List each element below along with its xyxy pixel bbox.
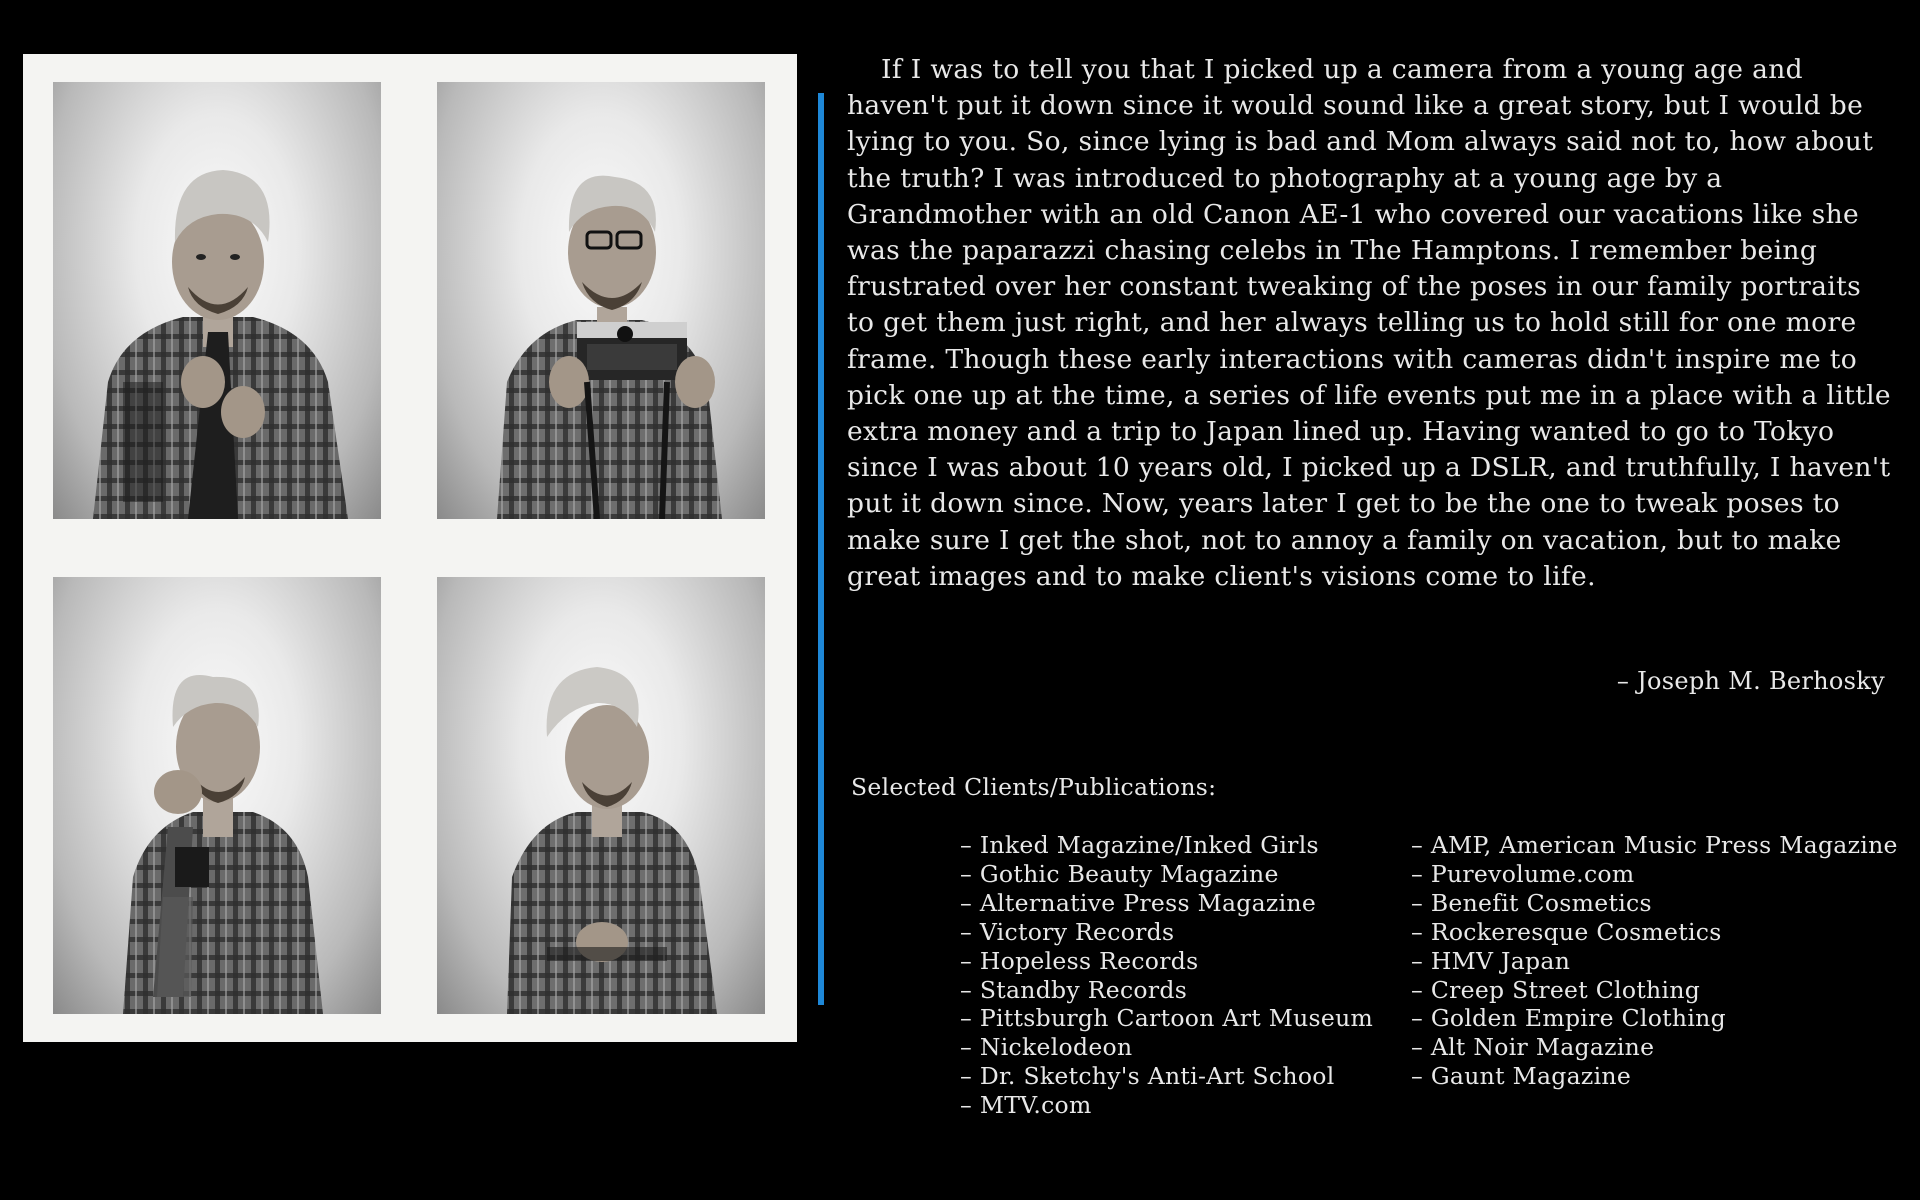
list-item: – Pittsburgh Cartoon Art Museum	[960, 1004, 1373, 1033]
list-item: – Purevolume.com	[1411, 860, 1898, 889]
list-item: – Alt Noir Magazine	[1411, 1033, 1898, 1062]
list-item: – Dr. Sketchy's Anti-Art School	[960, 1062, 1373, 1091]
list-item: – MTV.com	[960, 1091, 1373, 1120]
list-item: – Gothic Beauty Magazine	[960, 860, 1373, 889]
list-item: – HMV Japan	[1411, 947, 1898, 976]
list-item: – Inked Magazine/Inked Girls	[960, 831, 1373, 860]
list-item: – Benefit Cosmetics	[1411, 889, 1898, 918]
list-item: – Hopeless Records	[960, 947, 1373, 976]
vertical-accent-divider	[818, 93, 824, 1005]
list-item: – Victory Records	[960, 918, 1373, 947]
list-item: – Alternative Press Magazine	[960, 889, 1373, 918]
photo-portrait-hand-on-chin[interactable]	[53, 577, 381, 1014]
list-item: – Golden Empire Clothing	[1411, 1004, 1898, 1033]
photo-booth-strip	[23, 54, 797, 1042]
bio-signature: – Joseph M. Berhosky	[1616, 667, 1885, 695]
list-item: – AMP, American Music Press Magazine	[1411, 831, 1898, 860]
clients-heading: Selected Clients/Publications:	[851, 773, 1217, 801]
list-item: – Nickelodeon	[960, 1033, 1373, 1062]
photo-portrait-looking-down[interactable]	[437, 577, 765, 1014]
list-item: – Rockeresque Cosmetics	[1411, 918, 1898, 947]
list-item: – Creep Street Clothing	[1411, 976, 1898, 1005]
clients-list-column-2	[1411, 831, 1898, 1091]
list-item: – Gaunt Magazine	[1411, 1062, 1898, 1091]
list-item: – Standby Records	[960, 976, 1373, 1005]
bio-paragraph: If I was to tell you that I picked up a camera from a young age and haven't put it down since it would sound like a great story, but I would be lying to you. So, since lying is bad and Mom always said not to, how about the truth? I was introduced to photography at a young age by a Grandmother with an old Canon AE-1 who covered our vacations like she was the paparazzi chasing celebs in The Hamptons. I remember being frustrated over her constant tweaking of the poses in our family portraits to get them just right, and her always telling us to hold still for one more frame. Though these early interactions with cameras didn't inspire me to pick one up at the time, a series of life events put me in a place with a little extra money and a trip to Japan lined up. Having wanted to go to Tokyo since I was about 10 years old, I picked up a DSLR, and truthfully, I haven't put it down since. Now, years later I get to be the one to tweak poses to make sure I get the shot, not to annoy a family on vacation, but to make great images and to make client's visions come to life.	[847, 54, 1891, 592]
photo-portrait-holding-tie[interactable]	[53, 82, 381, 519]
clients-list-column-1	[960, 831, 1373, 1120]
photo-portrait-holding-camera[interactable]	[437, 82, 765, 519]
